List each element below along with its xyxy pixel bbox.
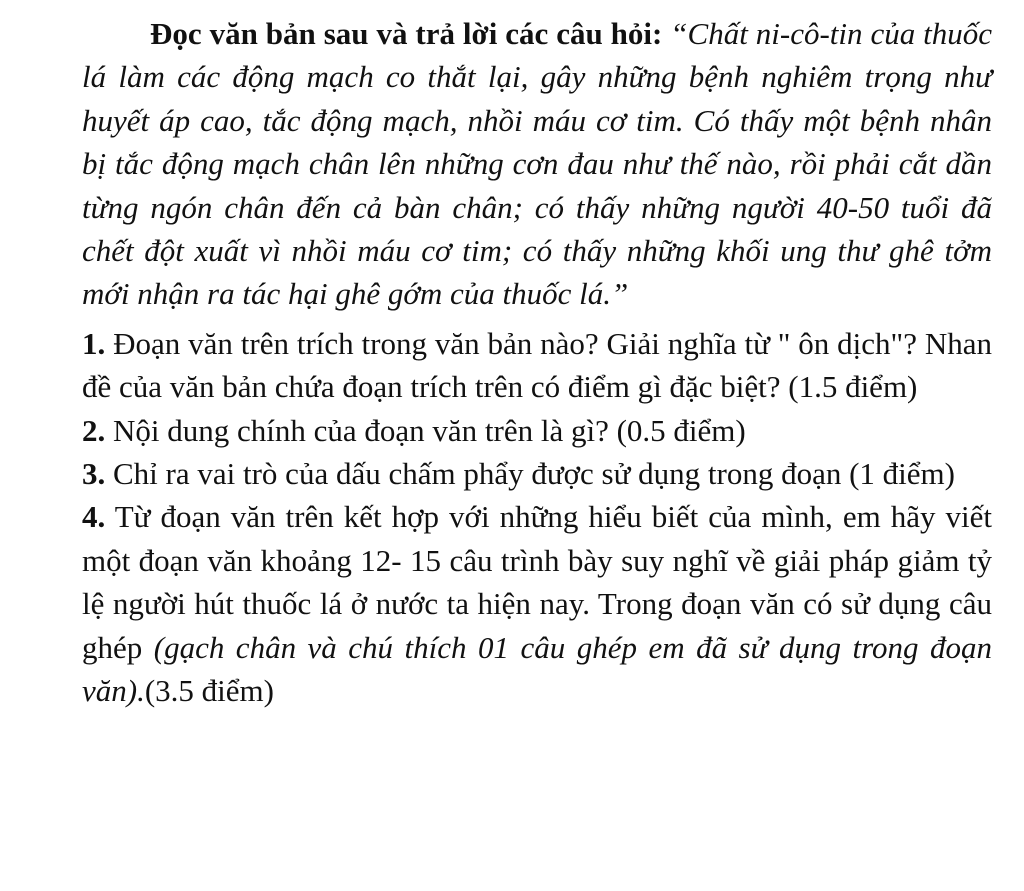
- instruction-text: Đọc văn bản sau và trả lời các câu hỏi:: [150, 16, 663, 51]
- question-number: 2.: [82, 412, 106, 448]
- question-points: (3.5 điểm): [144, 673, 274, 709]
- question-italic-note: (gạch chân và chú thích 01 câu ghép em đã sử dụng trong đoạn văn).: [82, 629, 992, 709]
- question-2: [82, 409, 992, 452]
- question-text: Nội dung chính của đoạn văn trên là gì? (0.5 điểm): [113, 412, 746, 448]
- question-number: 1.: [82, 325, 106, 361]
- question-1: [82, 322, 992, 409]
- question-number: 4.: [82, 499, 106, 535]
- intro-paragraph: [82, 12, 992, 316]
- question-text: Từ đoạn văn trên kết hợp với những hiểu biết của mình, em hãy viết một đoạn văn khoảng 12- 15 câu trình bày suy nghĩ về giải pháp giảm tỷ lệ người hút thuốc lá ở nước ta hiện nay. Trong đoạn văn có sử dụng câu ghép: [82, 499, 992, 665]
- question-text: Đoạn văn trên trích trong văn bản nào? Giải nghĩa từ " ôn dịch"? Nhan đề của văn bản chứa đoạn trích trên có điểm gì đặc biệt? (1.5 điểm): [82, 325, 992, 405]
- question-3: [82, 452, 992, 495]
- question-4: [82, 495, 992, 712]
- question-text: Chỉ ra vai trò của dấu chấm phẩy được sử dụng trong đoạn (1 điểm): [113, 456, 955, 492]
- quoted-passage: “Chất ni-cô-tin của thuốc lá làm các động mạch co thắt lại, gây những bệnh nghiêm trọng như huyết áp cao, tắc động mạch, nhồi máu cơ tim. Có thấy một bệnh nhân bị tắc động mạch chân lên những cơn đau như thế nào, rồi phải cắt dần từng ngón chân đến cả bàn chân; có thấy những người 40-50 tuổi đã chết đột xuất vì nhồi máu cơ tim; có thấy những khối ung thư ghê tởm mới nhận ra tác hại ghê gớm của thuốc lá.”: [82, 16, 993, 312]
- question-number: 3.: [82, 456, 106, 492]
